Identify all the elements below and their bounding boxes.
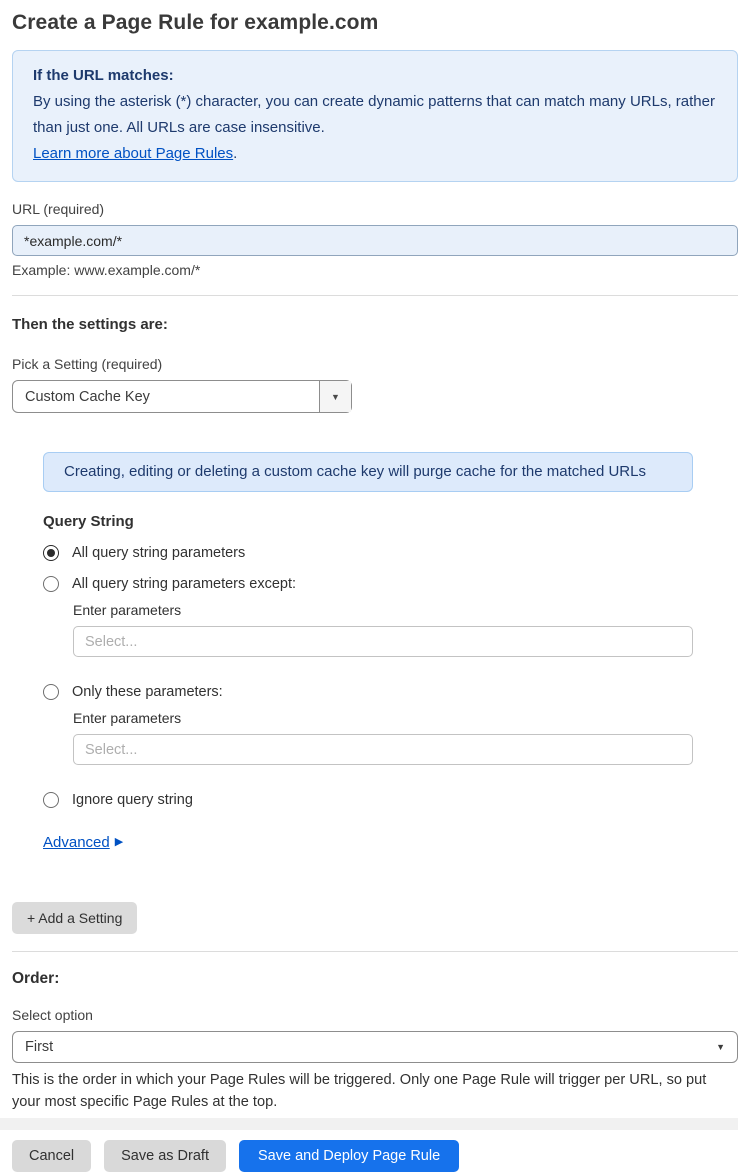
advanced-link[interactable]	[43, 834, 123, 851]
radio-option-ignore-qs[interactable]	[43, 792, 693, 808]
except-params-block	[73, 602, 693, 657]
only-params-block	[73, 710, 693, 765]
cache-key-notice: Creating, editing or deleting a custom cache key will purge cache for the matched URLs	[43, 452, 693, 492]
page-title: Create a Page Rule for example.com	[12, 11, 379, 34]
url-input[interactable]	[12, 225, 738, 256]
setting-body	[43, 452, 693, 851]
info-box-heading: If the URL matches:	[33, 67, 174, 84]
add-setting-button[interactable]: + Add a Setting	[12, 902, 137, 934]
only-parameters-input[interactable]	[73, 734, 693, 765]
radio-icon[interactable]	[43, 684, 59, 700]
divider	[12, 295, 738, 296]
radio-option-all-params[interactable]	[43, 545, 693, 561]
chevron-down-icon[interactable]: ▼	[319, 381, 351, 412]
info-box-body: By using the asterisk (*) character, you can create dynamic patterns that can match many URLs, rather than just one. All URLs are case insensitive.	[33, 93, 715, 136]
advanced-link-label[interactable]: Advanced	[43, 834, 110, 851]
page-bottom-strip	[0, 1118, 738, 1130]
url-match-info-box	[12, 50, 738, 182]
setting-select-value: Custom Cache Key	[25, 388, 150, 405]
info-box-link-line	[33, 141, 717, 167]
enter-parameters-label: Enter parameters	[73, 710, 182, 726]
radio-icon-selected[interactable]	[43, 545, 59, 561]
radio-label[interactable]: Only these parameters:	[72, 684, 223, 700]
radio-icon[interactable]	[43, 576, 59, 592]
link-suffix: .	[233, 145, 238, 162]
radio-icon[interactable]	[43, 792, 59, 808]
order-select-value: First	[25, 1039, 54, 1055]
order-select[interactable]	[12, 1031, 738, 1063]
query-string-heading: Query String	[43, 513, 134, 530]
radio-option-all-except[interactable]	[43, 576, 693, 592]
learn-more-link[interactable]: Learn more about Page Rules	[33, 145, 234, 162]
save-and-deploy-button[interactable]: Save and Deploy Page Rule	[239, 1140, 459, 1172]
setting-select[interactable]	[12, 380, 352, 413]
save-as-draft-button[interactable]: Save as Draft	[104, 1140, 226, 1172]
cancel-button[interactable]: Cancel	[12, 1140, 91, 1172]
order-select-label: Select option	[12, 1007, 93, 1023]
url-field-label: URL (required)	[12, 201, 105, 217]
radio-label[interactable]: All query string parameters except:	[72, 576, 297, 592]
order-helper-text: This is the order in which your Page Rules will be triggered. Only one Page Rule will trigger per URL, so put your most specific Page Rules at the top.	[12, 1072, 707, 1110]
except-parameters-input[interactable]	[73, 626, 693, 657]
settings-heading: Then the settings are:	[12, 316, 168, 333]
url-field-helper: Example: www.example.com/*	[12, 262, 201, 278]
chevron-down-icon: ▼	[716, 1042, 725, 1052]
setting-picker-label: Pick a Setting (required)	[12, 356, 163, 372]
enter-parameters-label: Enter parameters	[73, 602, 182, 618]
order-heading: Order:	[12, 970, 60, 987]
divider	[12, 951, 738, 952]
footer-actions	[12, 1140, 738, 1172]
radio-label[interactable]: Ignore query string	[72, 792, 193, 808]
radio-label[interactable]: All query string parameters	[72, 545, 246, 561]
radio-option-only-these[interactable]	[43, 684, 693, 700]
triangle-right-icon: ▶	[114, 836, 124, 848]
